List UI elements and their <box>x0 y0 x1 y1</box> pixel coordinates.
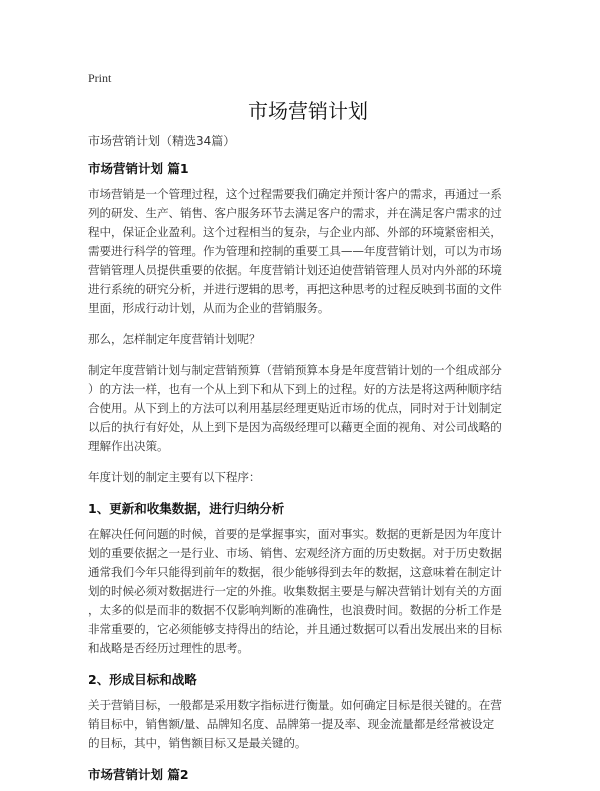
document-page <box>88 70 528 791</box>
paragraph-line: 那么，怎样制定年度营销计划呢？ <box>88 332 261 346</box>
paragraph <box>88 696 528 753</box>
paragraph-line: 通常我们今年只能得到前年的数据，很少能够得到去年的数据，这意味着在制定计 <box>88 565 502 579</box>
paragraph <box>88 468 528 487</box>
paragraph <box>88 525 528 658</box>
paragraph <box>88 361 528 456</box>
paragraph-line: 在解决任何问题的时候，首要的是掌握事实，面对事实。数据的更新是因为年度计 <box>88 527 502 541</box>
paragraph-line: 程中，保证企业盈利。这个过程相当的复杂，与企业内部、外部的环境紧密相关， <box>88 225 502 239</box>
paragraph-line: 划的重要依据之一是行业、市场、销售、宏观经济方面的历史数据。对于历史数据 <box>88 546 502 560</box>
document-title: 市场营销计划 <box>248 99 368 123</box>
paragraph-line: 营销管理人员提供重要的依据。年度营销计划还迫使营销管理人员对内外部的环境 <box>88 263 502 277</box>
paragraph-line: 合使用。从下到上的方法可以利用基层经理更贴近市场的优点，同时对于计划制定 <box>88 401 502 415</box>
document-subtitle: 市场营销计划（精选34篇） <box>88 134 236 148</box>
paragraph-line: 关于营销目标，一般都是采用数字指标进行衡量。如何确定目标是很关键的。在营 <box>88 698 502 712</box>
paragraph-line: 的目标，其中，销售额目标又是最关键的。 <box>88 736 307 750</box>
section-heading: 1、更新和收集数据，进行归纳分析 <box>88 501 285 516</box>
paragraph-line: 需要进行科学的管理。作为管理和控制的重要工具——年度营销计划，可以为市场 <box>88 244 502 258</box>
section-heading: 市场营销计划 篇2 <box>88 767 189 782</box>
paragraph-line: 列的研发、生产、销售、客户服务环节去满足客户的需求，并在满足客户需求的过 <box>88 206 502 220</box>
paragraph-line: 里面，形成行动计划，从而为企业的营销服务。 <box>88 301 330 315</box>
print-label: Print <box>88 71 112 85</box>
section-heading: 市场营销计划 篇1 <box>88 161 189 176</box>
paragraph-line: 进行系统的研究分析，并进行逻辑的思考，再把这种思考的过程反映到书面的文件 <box>88 282 502 296</box>
paragraph <box>88 185 528 318</box>
paragraph-line: 制定年度营销计划与制定营销预算（营销预算本身是年度营销计划的一个组成部分 <box>88 363 502 377</box>
paragraph-line: ，太多的似是而非的数据不仅影响判断的准确性，也浪费时间。数据的分析工作是 <box>88 603 502 617</box>
paragraph-line: 划的时候必须对数据进行一定的外推。收集数据主要是与解决营销计划有关的方面 <box>88 584 502 598</box>
paragraph-line: ）的方法一样，也有一个从上到下和从下到上的过程。好的方法是将这两种顺序结 <box>88 382 502 396</box>
paragraph-line: 理解作出决策。 <box>88 439 169 453</box>
paragraph-line: 市场营销是一个管理过程，这个过程需要我们确定并预计客户的需求，再通过一系 <box>88 187 502 201</box>
paragraph-line: 年度计划的制定主要有以下程序： <box>88 470 261 484</box>
paragraph-line: 销目标中，销售额/量、品牌知名度、品牌第一提及率、现金流量都是经常被设定 <box>88 717 495 731</box>
document-body <box>88 159 528 784</box>
section-heading: 2、形成目标和战略 <box>88 672 197 687</box>
paragraph-line: 以后的执行有好处，从上到下是因为高级经理可以藉更全面的视角、对公司战略的 <box>88 420 502 434</box>
paragraph-line: 非常重要的，它必须能够支持得出的结论，并且通过数据可以看出发展出来的目标 <box>88 622 502 636</box>
paragraph-line: 和战略是否经历过理性的思考。 <box>88 641 249 655</box>
paragraph <box>88 330 528 349</box>
